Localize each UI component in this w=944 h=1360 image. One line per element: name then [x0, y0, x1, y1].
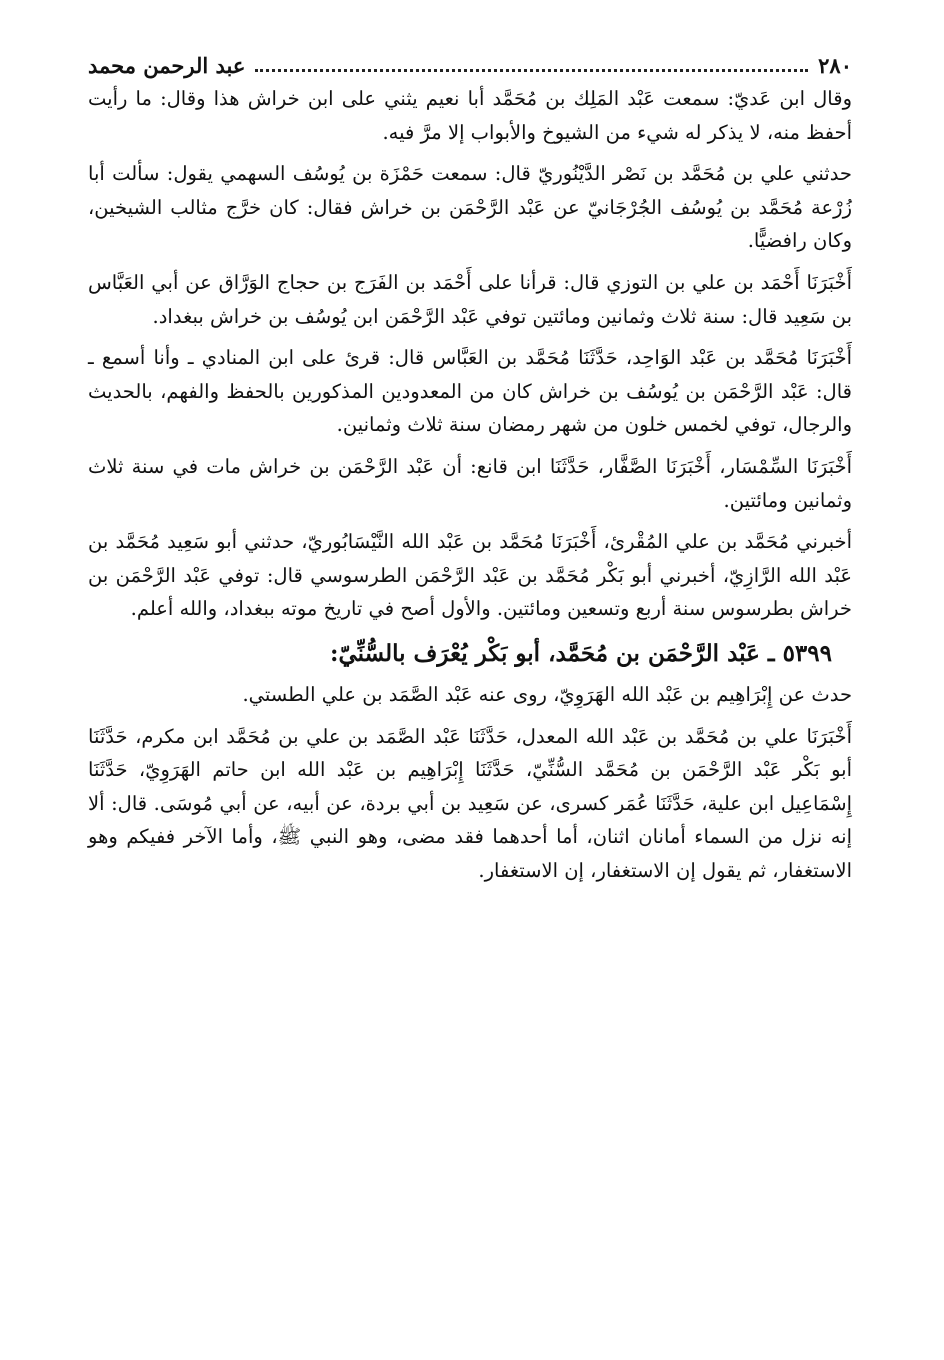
entry-heading: ٥٣٩٩ ـ عَبْد الرَّحْمَن بن مُحَمَّد، أبو بَكْر يُعْرَف بالسُّنِّيّ: — [330, 639, 832, 667]
page-body — [88, 82, 852, 887]
paragraph-6: أخبرني مُحَمَّد بن علي المُقْرئ، أَخْبَرَنَا مُحَمَّد بن عَبْد الله النَّيْسَابُوريّ، حدثني أبو سَعِيد مُحَمَّد بن عَبْد الله الرَّازِيّ، أخبرني أبو بَكْر مُحَمَّد بن عَبْد الرَّحْمَن الطرسوسي قال: توفي عَبْد الرَّحْمَن بن خراش بطرسوس سنة أربع وتسعين ومائتين. والأول أصح في تاريخ موته ببغداد، والله أعلم. — [88, 530, 852, 621]
entry-paragraph-2: أَخْبَرَنَا علي بن مُحَمَّد بن عَبْد الله المعدل، حَدَّثَنَا عَبْد الصَّمَد بن علي بن مُحَمَّد ابن مكرم، حَدَّثَنَا أبو بَكْر عَبْد الرَّحْمَن بن مُحَمَّد السُّنِّيّ، حَدَّثَنَا إِبْرَاهِيم بن عَبْد الله ابن حاتم الهَرَوِيّ، حَدَّثَنَا إِسْمَاعِيل ابن علية، حَدَّثَنَا عُمَر كسرى، عن سَعِيد بن أبي بردة، عن أبيه، عن أبي مُوسَى. قال: ألا إنه نزل من السماء أمانان اثنان، أما أحدهما فقد مضى، وهو النبي ﷺ، وأما الآخر ففيكم وهو الاستغفار، ثم يقول إن الاستغفار، إن الاستغفار. — [88, 724, 852, 882]
paragraph-2: حدثني علي بن مُحَمَّد بن نَصْر الدَّيْنُوريّ قال: سمعت حَمْزَة بن يُوسُف السهمي يقول: سألت أبا زُرْعة مُحَمَّد بن يُوسُف الجُرْجَانيّ عن عَبْد الرَّحْمَن بن خراش فقال: كان خرَّج مثالب الشيخين، وكان رافضيًّا. — [88, 162, 852, 253]
running-head — [88, 40, 852, 80]
paragraph-3: أَخْبَرَنَا أَحْمَد بن علي بن التوزي قال: قرأنا على أَحْمَد بن الفَرَج بن حجاج الوَرَّاق عن أبي العَبَّاس بن سَعِيد قال: سنة ثلاث وثمانين ومائتين توفي عَبْد الرَّحْمَن ابن يُوسُف بن خراش ببغداد. — [88, 270, 852, 328]
entry-paragraph-1: حدث عن إِبْرَاهِيم بن عَبْد الله الهَرَوِيّ، روى عنه عَبْد الصَّمَد بن علي الطستي. — [242, 682, 852, 706]
paragraph-4: أَخْبَرَنَا مُحَمَّد بن عَبْد الوَاحِد، حَدَّثَنَا مُحَمَّد بن العَبَّاس قال: قرئ على ابن المنادي ـ وأنا أسمع ـ قال: عَبْد الرَّحْمَن بن يُوسُف بن خراش كان من المعدودين المذكورين بالحفظ والفهم، بالحديث والرجال، توفي لخمس خلون من شهر رمضان سنة ثلاث وثمانين. — [88, 346, 852, 437]
paragraph-1: وقال ابن عَديّ: سمعت عَبْد المَلِك بن مُحَمَّد أبا نعيم يثني على ابن خراش هذا وقال: ما رأيت أحفظ منه، لا يذكر له شيء من الشيوخ والأبواب إلا مرَّ فيه. — [88, 87, 852, 144]
book-page — [88, 40, 852, 1340]
paragraph-5: أَخْبَرَنَا السِّمْسَار، أَخْبَرَنَا الصَّفَّار، حَدَّثَنَا ابن قانع: أن عَبْد الرَّحْمَن بن خراش مات في سنة ثلاث وثمانين ومائتين. — [88, 454, 852, 512]
leader-dots — [255, 69, 808, 72]
running-title: عبد الرحمن محمد — [88, 53, 246, 78]
page-number: ٢٨٠ — [818, 53, 852, 78]
